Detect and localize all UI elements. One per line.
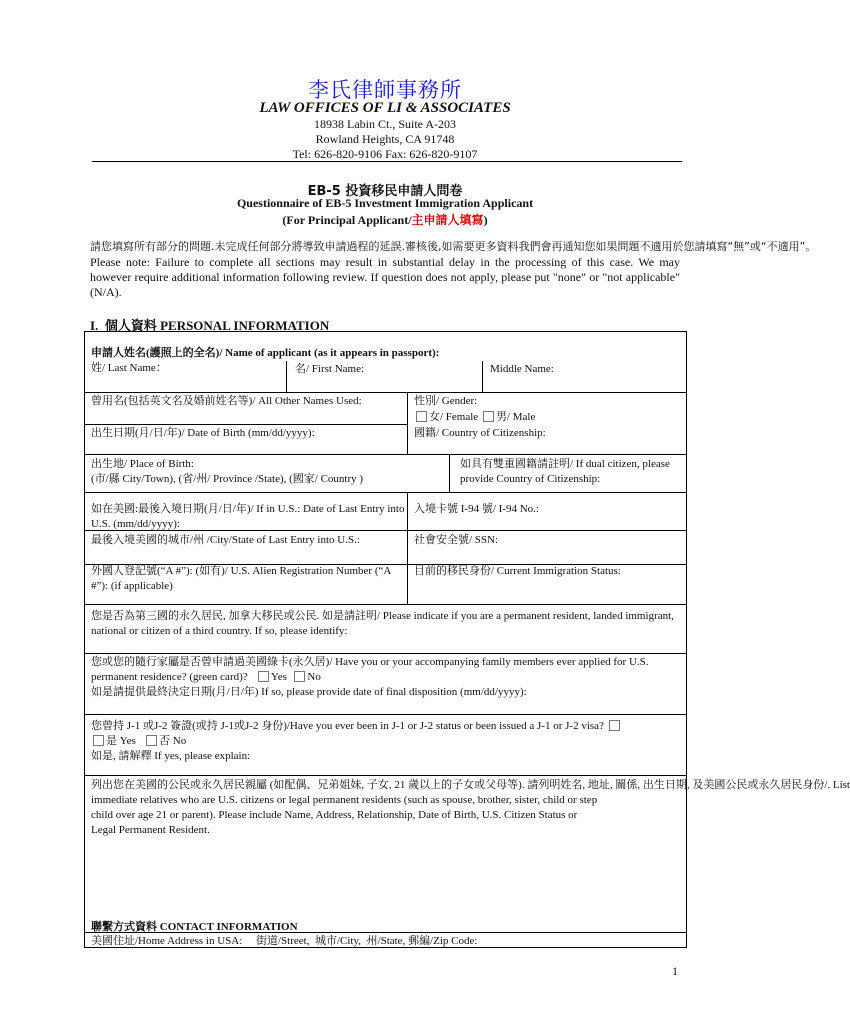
firm-address-line1: 18938 Labin Ct., Suite A-203 — [314, 117, 456, 131]
third-country-field[interactable]: national or citizen of a third country. If so, please identify: — [91, 625, 348, 637]
green-card-no-checkbox[interactable] — [294, 671, 305, 682]
questionnaire-title-cn: EB-5 投資移民申請人問卷 — [307, 184, 463, 199]
green-card-question: 您或您的隨行家屬是否曾申請過美國綠卡(永久居)/ Have you or your accompanying family members ever applied for U.S. — [91, 656, 649, 668]
alien-number-field[interactable]: #”): (if applicable) — [91, 580, 173, 592]
green-card-options: permanent residence? (green card)? Yes No — [91, 671, 321, 683]
male-checkbox[interactable] — [483, 411, 494, 422]
section-heading-personal: I. 個人資料 PERSONAL INFORMATION — [90, 318, 330, 334]
female-checkbox[interactable] — [416, 411, 427, 422]
citizenship-field[interactable]: 國籍/ Country of Citizenship: — [414, 427, 546, 439]
ssn-field[interactable]: 社會安全號/ SSN: — [414, 534, 499, 546]
immigration-status-field[interactable]: 目前的移民身份/ Current Immigration Status: — [414, 565, 621, 577]
questionnaire-subtitle: (For Principal Applicant/主申請人填寫) — [282, 213, 488, 227]
j1-options: 是 Yes 否 No — [91, 734, 186, 749]
questionnaire-title-en: Questionnaire of EB-5 Investment Immigration Applicant — [236, 196, 534, 210]
first-name-field[interactable]: 名/ First Name: — [295, 363, 365, 375]
relatives-label-en2: child over age 21 or parent). Please include Name, Address, Relationship, Date of Birth, U.S. Citizen Status or — [91, 809, 578, 821]
gender-options: 女/ Female 男/ Male — [414, 410, 535, 425]
other-names-field[interactable]: 曾用名(包括英文名及婚前姓名等)/ All Other Names Used: — [91, 395, 362, 407]
dual-citizen-label: 如具有雙重國籍請註明/ If dual citizen, please — [460, 458, 670, 470]
relatives-label-en3: Legal Permanent Resident. — [91, 824, 210, 836]
header-divider — [92, 161, 682, 162]
relatives-label-en1: immediate relatives who are U.S. citizens or legal permanent residents (such as spouse, brother, sister, child or step — [91, 794, 598, 806]
gender-label: 性別/ Gender: — [414, 395, 478, 407]
j1-extra-checkbox[interactable] — [609, 720, 620, 731]
note-chinese: 請您填寫所有部分的問題.未完成任何部分將導致申請過程的延誤.審核後,如需要更多資料我們會再通知您如果問題不適用於您請填寫“無”或“不適用”。 — [90, 240, 817, 253]
last-entry-date-label: 如在美國:最後入境日期(月/日/年)/ If in U.S.: Date of Last Entry into — [91, 503, 405, 515]
page-number: 1 — [672, 964, 678, 978]
dual-citizen-field[interactable]: provide Country of Citizenship: — [460, 473, 601, 485]
firm-name-chinese: 李氏律師事務所 — [308, 78, 462, 102]
contact-heading: 聯繫方式資料 CONTACT INFORMATION — [91, 920, 298, 933]
place-of-birth-label: 出生地/ Place of Birth: — [91, 458, 194, 470]
last-entry-date-field[interactable]: U.S. (mm/dd/yyyy): — [91, 518, 180, 530]
firm-phone: Tel: 626-820-9106 Fax: 626-820-9107 — [292, 147, 478, 161]
relatives-label-cn: 列出您在美國的公民或永久居民親屬 (如配偶、兄弟姐妹, 子女, 21 歲以上的子女或父母等). 請列明姓名, 地址, 關係, 出生日期, 及美國公民或永久居民身份/. List — [91, 779, 850, 791]
place-of-birth-field[interactable]: (市/縣 City/Town), (省/州/ Province /State), (國家/ Country ) — [91, 473, 364, 485]
firm-address-line2: Rowland Heights, CA 91748 — [315, 132, 455, 146]
j1-no-checkbox[interactable] — [146, 735, 157, 746]
alien-number-label: 外國人登記號(“A #”): (如有)/ U.S. Alien Registration Number (“A — [91, 565, 392, 577]
middle-name-field[interactable]: Middle Name: — [490, 363, 554, 375]
j1-yes-checkbox[interactable] — [93, 735, 104, 746]
last-name-field[interactable]: 姓/ Last Name： — [91, 362, 167, 374]
dob-field[interactable]: 出生日期(月/日/年)/ Date of Birth (mm/dd/yyyy): — [91, 427, 315, 439]
entry-city-field[interactable]: 最後入境美國的城市/州 /City/State of Last Entry into U.S.: — [91, 534, 360, 546]
name-heading: 申請人姓名(護照上的全名)/ Name of applicant (as it appears in passport): — [91, 347, 440, 359]
i94-field[interactable]: 入境卡號 I-94 號/ I-94 No.: — [414, 503, 539, 515]
firm-name-english: LAW OFFICES OF LI & ASSOCIATES — [259, 100, 511, 116]
j1-explain-field[interactable]: 如是, 請解釋 If yes, please explain: — [91, 750, 251, 762]
note-english: Please note: Failure to complete all sections may result in substantial delay in the processing of this case. We may however require additional information following review. If question does not apply, please put "none" or "not applicable" (N/A). — [90, 255, 680, 299]
home-address-field[interactable]: 美國住址/Home Address in USA: 街道/Street, 城市/City, 州/State, 郵編/Zip Code: — [91, 935, 478, 947]
personal-info-form — [84, 331, 850, 948]
green-card-yes-checkbox[interactable] — [258, 671, 269, 682]
third-country-label: 您是否為第三國的永久居民, 加拿大移民或公民. 如是請註明/ Please indicate if you are a permanent resident, landed immigrant, — [91, 610, 674, 622]
j1-question: 您曾持 J-1 或J-2 簽證(或持 J-1或J-2 身份)/Have you ever been in J-1 or J-2 status or been issued a J-1 or J-2 visa? — [91, 719, 622, 734]
green-card-date-field[interactable]: 如是請提供最終決定日期(月/日/年) If so, please provide date of final disposition (mm/dd/yyyy): — [91, 686, 527, 698]
